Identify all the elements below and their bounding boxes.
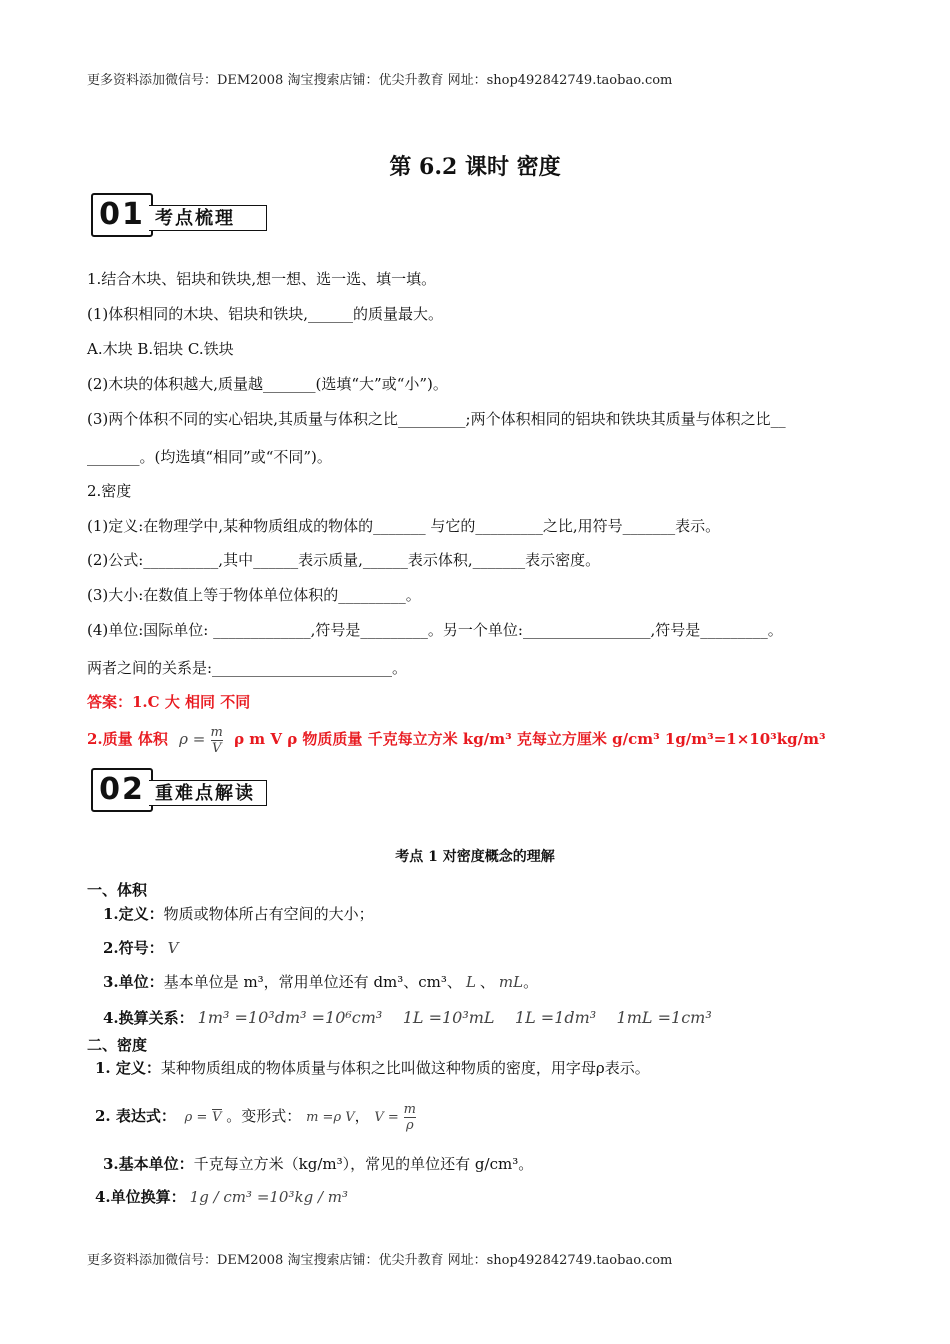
question-line: 2.密度 bbox=[87, 482, 132, 500]
section-badge-02 bbox=[91, 768, 269, 810]
question-line: (4)单位:国际单位: _____________,符号是_________。另一个单位:_________________,符号是_________。 bbox=[87, 621, 783, 639]
subheading-density: 二、密度 bbox=[87, 1036, 148, 1054]
question-line: (2)木块的体积越大,质量越_______(选填“大”或“小”)。 bbox=[87, 375, 448, 393]
answer-line-2 bbox=[87, 722, 826, 756]
question-line: (3)两个体积不同的实心铝块,其质量与体积之比_________;两个体积相同的铝块和铁块其质量与体积之比__ bbox=[87, 410, 786, 428]
question-line: 两者之间的关系是:________________________。 bbox=[87, 659, 408, 677]
density-unit: 3.基本单位：千克每立方米（kg/m³），常见的单位还有 g/cm³。 bbox=[103, 1155, 534, 1173]
page-title: 第 6.2 课时 密度 bbox=[389, 154, 561, 180]
expression-fraction: V bbox=[212, 1110, 222, 1125]
question-line: (2)公式:__________,其中______表示质量,______表示体积,_______表示密度。 bbox=[87, 551, 601, 569]
volume-unit: 3.单位：基本单位是 m³，常用单位还有 dm³、cm³、 L 、 mL。 bbox=[103, 973, 539, 991]
density-conversion: 4.单位换算： 1g / cm³ =10³kg / m³ bbox=[95, 1188, 348, 1206]
section-number: 01 bbox=[91, 193, 153, 237]
section-badge-01 bbox=[91, 193, 269, 235]
volume-definition: 1.定义：物质或物体所占有空间的大小； bbox=[103, 905, 374, 923]
density-expression: 2. 表达式： ρ = V 。变形式： m =ρ V， V = $\frac{m}{\rho}$ bbox=[95, 1101, 416, 1133]
page-footer: 更多资料添加微信号：DEM2008 淘宝搜索店铺：优尖升教育 网址：shop492842749.taobao.com bbox=[87, 1253, 673, 1268]
question-line: (1)体积相同的木块、铝块和铁块,______的质量最大。 bbox=[87, 305, 444, 323]
density-definition: 1. 定义：某种物质组成的物体质量与体积之比叫做这种物质的密度，用字母ρ表示。 bbox=[95, 1059, 650, 1077]
variant-fraction: $\frac{m}{\rho}$ bbox=[403, 1101, 416, 1133]
section-number: 02 bbox=[91, 768, 153, 812]
question-line: (1)定义:在物理学中,某种物质组成的物体的_______ 与它的_________之比,用符号_______表示。 bbox=[87, 517, 721, 535]
section-label: 考点梳理 bbox=[149, 205, 267, 231]
density-fraction: $\frac{m}{V}$ bbox=[210, 724, 223, 756]
question-options: A.木块 B.铝块 C.铁块 bbox=[87, 340, 234, 358]
question-line: (3)大小:在数值上等于物体单位体积的_________。 bbox=[87, 586, 421, 604]
volume-conversion: 4.换算关系： 1m³ =10³dm³ =10⁶cm³ 1L =10³mL 1L =1dm³ 1mL =1cm³ bbox=[103, 1008, 712, 1027]
answer-text: ρ m V ρ 物质质量 千克每立方米 kg/m³ 克每立方厘米 g/cm³ 1g/m³=1×10³kg/m³ bbox=[234, 730, 826, 748]
page-header: 更多资料添加微信号：DEM2008 淘宝搜索店铺：优尖升教育 网址：shop492842749.taobao.com bbox=[87, 73, 673, 88]
question-line: _______。(均选填“相同”或“不同”)。 bbox=[87, 448, 332, 466]
question-line: 1.结合木块、铝块和铁块,想一想、选一选、填一填。 bbox=[87, 270, 437, 288]
answer-text: 2.质量 体积 bbox=[87, 730, 168, 748]
topic-heading: 考点 1 对密度概念的理解 bbox=[395, 849, 555, 865]
volume-symbol: 2.符号： V bbox=[103, 939, 179, 957]
rho-symbol: ρ = bbox=[179, 730, 206, 748]
section-label: 重难点解读 bbox=[149, 780, 267, 806]
subheading-volume: 一、体积 bbox=[87, 881, 148, 899]
answer-line-1: 答案：1.C 大 相同 不同 bbox=[87, 693, 251, 711]
